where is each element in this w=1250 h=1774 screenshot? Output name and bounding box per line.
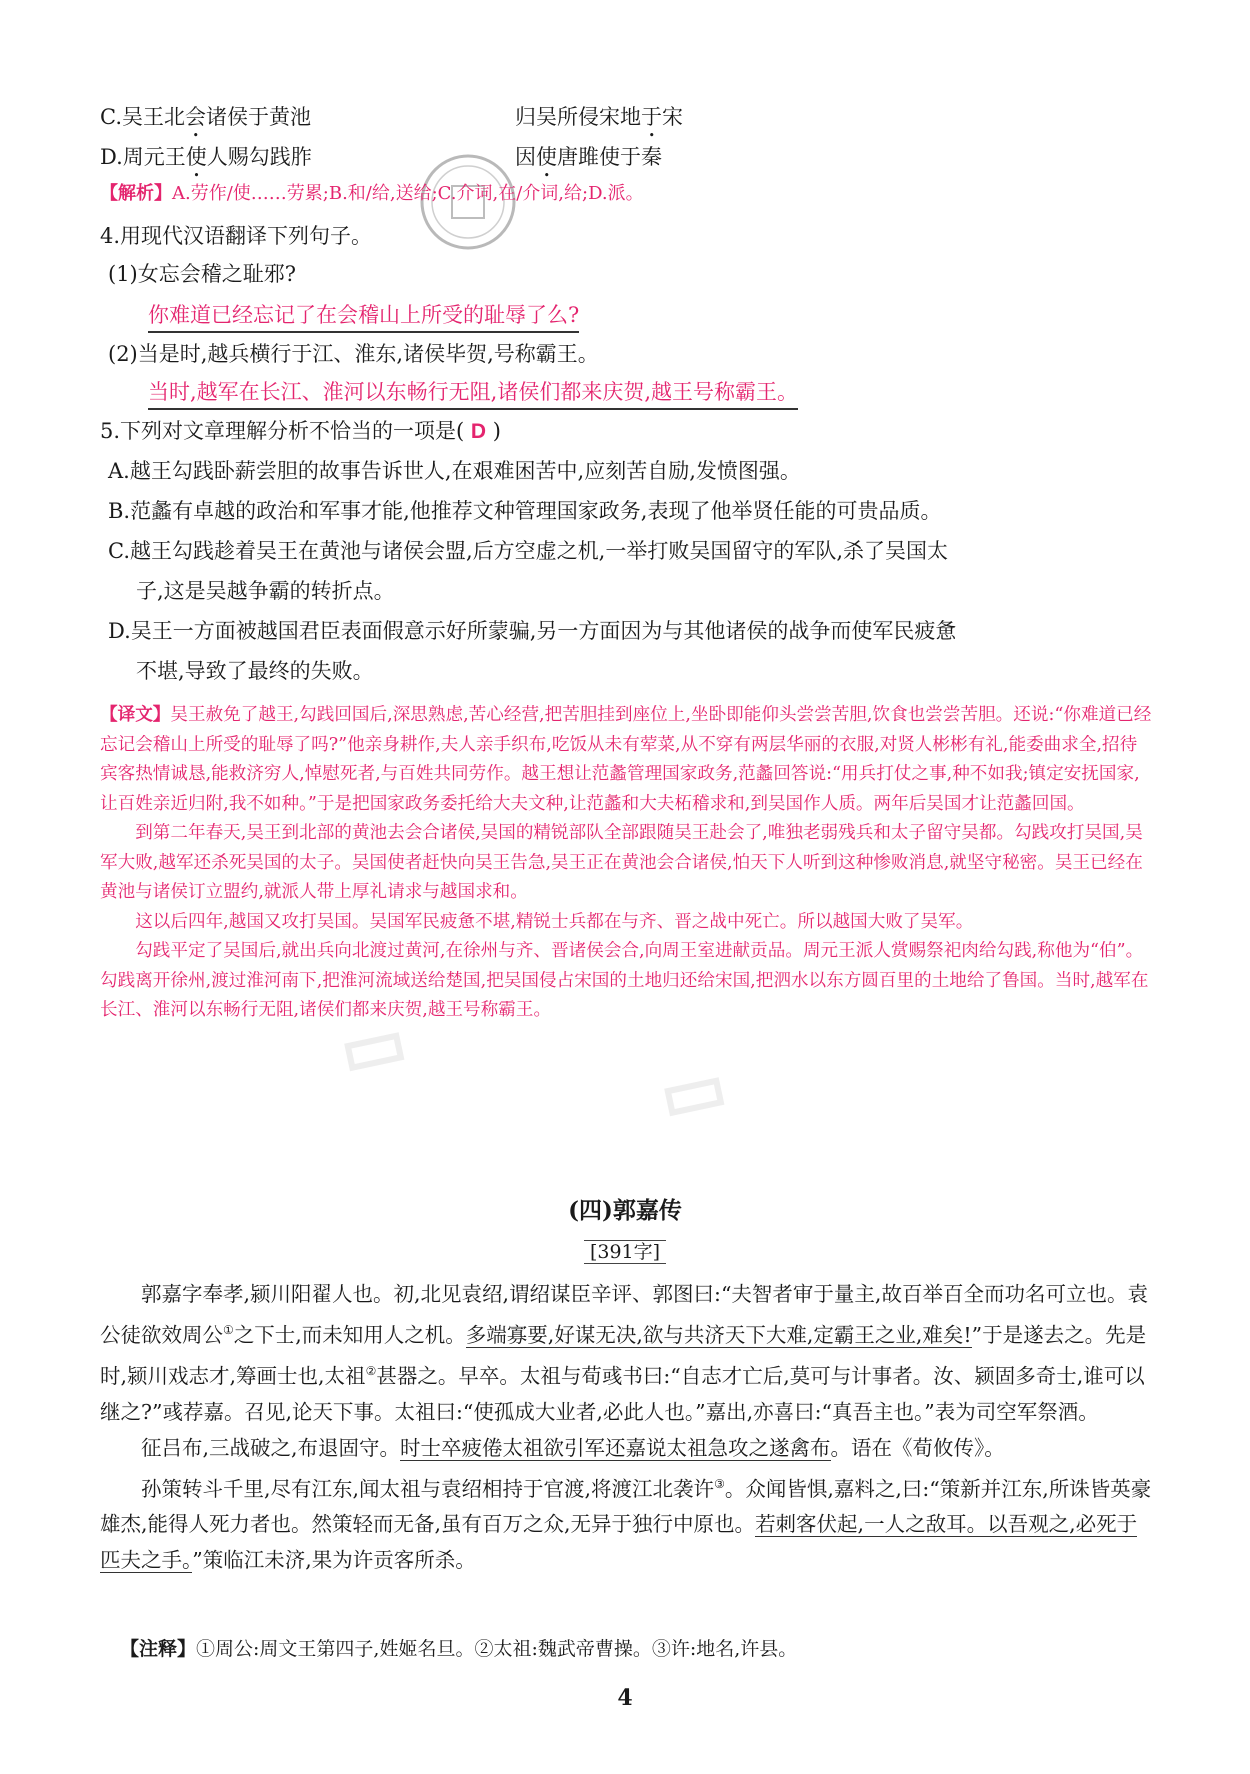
option-c-left: C.吴王北会诸侯于黄池 [100, 105, 311, 129]
translation-paragraph-3: 这以后四年,越国又攻打吴国。吴国军民疲惫不堪,精锐士兵都在与齐、晋之战中死亡。所以越国大败了吴军。 [135, 911, 974, 932]
passage-text: ”于是遂去之。先是时,颍川戏志才,筹画士也,太祖 [100, 1322, 1147, 1388]
question-5-stem: 5.下列对文章理解分析不恰当的一项是( [100, 419, 465, 443]
passage-text: 郭嘉字奉孝,颍川阳翟人也。初,北见袁绍,谓绍谋臣辛评、郭图曰:“夫智者审于量主,故百举百全而功名可立也。袁公徒欲效周公 [100, 1282, 1148, 1347]
footnote-marker: ① [223, 1323, 234, 1337]
question-5-option-d-line-1: D.吴王一方面被越国君臣表面假意示好所蒙骗,另一方面因为与其他诸侯的战争而使军民疲惫 [108, 619, 957, 643]
passage-paragraph-3 [100, 1466, 1152, 1579]
question-5-option-c-line-2: 子,这是吴越争霸的转折点。 [136, 579, 395, 603]
notes [120, 1634, 797, 1661]
question-4-sentence-1: (1)女忘会稽之耻邪? [108, 262, 297, 286]
footnote-marker: ③ [714, 1476, 725, 1491]
question-5-option-b: B.范蠡有卓越的政治和军事才能,他推荐文种管理国家政务,表现了他举贤任能的可贵品质。 [108, 499, 942, 523]
question-4-answer-2: 当时,越军在长江、淮河以东畅行无阻,诸侯们都来庆贺,越王号称霸王。 [148, 376, 798, 410]
question-5-option-a: A.越王勾践卧薪尝胆的故事告诉世人,在艰难困苦中,应刻苦自励,发愤图强。 [108, 459, 801, 483]
passage [100, 1276, 1152, 1578]
underlined-sentence: 时士卒疲倦太祖欲引军还嘉说太祖急攻之遂禽布 [400, 1435, 831, 1460]
option-c-right: 归吴所侵宋地于宋 [515, 105, 683, 129]
translation-text-1: 吴王赦免了越王,勾践回国后,深思熟虑,苦心经营,把苦胆挂到座位上,坐卧即能仰头尝尝苦胆,饮食也尝尝苦胆。还说:“你难道已经忘记会稽山上所受的耻辱了吗?”他亲身耕作,夫人亲手织布,吃饭从未有荤菜,从不穿有两层华丽的衣服,对贤人彬彬有礼,能委曲求全,招待宾客热情诚恳,能救济穷人,悼慰死者,与百姓共同劳作。越王想让范蠡管理国家政务,范蠡回答说:“用兵打仗之事,种不如我;镇定安抚国家,让百姓亲近归附,我不如种。”于是把国家政务委托给大夫文种,让范蠡和大夫柘稽求和,到吴国作人质。两年后吴国才让范蠡回国。 [100, 705, 1152, 814]
passage-text: ”策临江未济,果为许贡客所杀。 [192, 1548, 476, 1573]
option-d-left: D.周元王使人赐勾践胙 [100, 145, 312, 169]
question-4-sentence-2: (2)当是时,越兵横行于江、淮东,诸侯毕贺,号称霸王。 [108, 342, 599, 366]
passage-text: 。语在《荀攸传》。 [830, 1435, 1005, 1460]
passage-text: 甚器之。早卒。太祖与荀彧书曰:“自志才亡后,莫可与计事者。汝、颍固多奇士,谁可以继之?”彧荐嘉。召见,论天下事。太祖曰:“使孤成大业者,必此人也。”嘉出,亦喜曰:“真吾主也。”表为司空军祭酒。 [100, 1363, 1145, 1424]
analysis-text: A.劳作/使……劳累;B.和/给,送给;C.介词,在/介词,给;D.派。 [172, 183, 644, 204]
notes-text: ①周公:周文王第四子,姓姬名旦。②太祖:魏武帝曹操。③许:地名,许县。 [196, 1638, 798, 1660]
question-5-answer: D [470, 420, 487, 443]
footnote-marker: ② [365, 1363, 377, 1378]
passage-paragraph-2 [100, 1430, 1152, 1466]
notes-tag: 【注释】 [120, 1638, 197, 1660]
word-count [0, 1237, 1250, 1264]
translation-block [100, 700, 1152, 1026]
analysis-tag: 【解析】 [100, 183, 172, 204]
question-4-answer-1: 你难道已经忘记了在会稽山上所受的耻辱了么? [148, 299, 579, 333]
translation-paragraph-4: 勾践平定了吴国后,就出兵向北渡过黄河,在徐州与齐、晋诸侯会合,向周王室进献贡品。周元王派人赏赐祭祀肉给勾践,称他为“伯”。勾践离开徐州,渡过淮河南下,把淮河流域送给楚国,把吴国侵占宋国的土地归还给宋国,把泗水以东方圆百里的土地给了鲁国。当时,越军在长江、淮河以东畅行无阻,诸侯们都来庆贺,越王号称霸王。 [100, 941, 1149, 1020]
translation-tag: 【译文】 [100, 704, 171, 725]
option-d-right: 因使唐雎使于秦 [515, 145, 662, 169]
translation-paragraph-1 [100, 700, 1152, 819]
passage-text: 之下士,而未知用人之机。 [233, 1322, 466, 1347]
question-5-close: ) [492, 419, 501, 443]
question-5-option-d-line-2: 不堪,导致了最终的失败。 [136, 659, 374, 683]
question-5-option-c-line-1: C.越王勾践趁着吴王在黄池与诸侯会盟,后方空虚之机,一举打败吴国留守的军队,杀了吴国太 [108, 539, 949, 563]
section-title: (四)郭嘉传 [568, 1197, 682, 1224]
analysis [100, 177, 644, 211]
passage-text: 。众闻皆惧,嘉料之,曰:“策新并江东,所诛皆英豪雄杰,能得人死力者也。然策轻而无备,虽有百万之众,无异于独行中原也。 [100, 1476, 1152, 1537]
watermark-glyph: ▭ [332, 1000, 414, 1092]
passage-text: 征吕布,三战破之,布退固守。 [141, 1435, 401, 1460]
question-4-title: 4.用现代汉语翻译下列句子。 [100, 224, 373, 248]
word-count-label: [391字] [584, 1240, 666, 1264]
underlined-sentence: 多端寡要,好谋无决,欲与共济天下大难,定霸王之业,难矣! [465, 1322, 972, 1347]
page-number: 4 [617, 1685, 633, 1711]
passage-paragraph-1 [100, 1276, 1152, 1430]
question-5-title [100, 414, 501, 449]
underlined-sentence: 若刺客伏起,一人之敌耳。以吾观之,必死于匹夫之手。 [100, 1512, 1138, 1573]
passage-text: 孙策转斗千里,尽有江东,闻太祖与袁绍相持于官渡,将渡江北袭许 [141, 1476, 715, 1501]
watermark-glyph: ▭ [652, 1045, 734, 1137]
translation-paragraph-2: 到第二年春天,吴王到北部的黄池去会合诸侯,吴国的精锐部队全部跟随吴王赴会了,唯独老弱残兵和太子留守吴都。勾践攻打吴国,吴军大败,越军还杀死吴国的太子。吴国使者赶快向吴王告急,吴王正在黄池会合诸侯,怕天下人听到这种惨败消息,就坚守秘密。吴王已经在黄池与诸侯订立盟约,就派人带上厚礼请求与越国求和。 [100, 823, 1143, 902]
